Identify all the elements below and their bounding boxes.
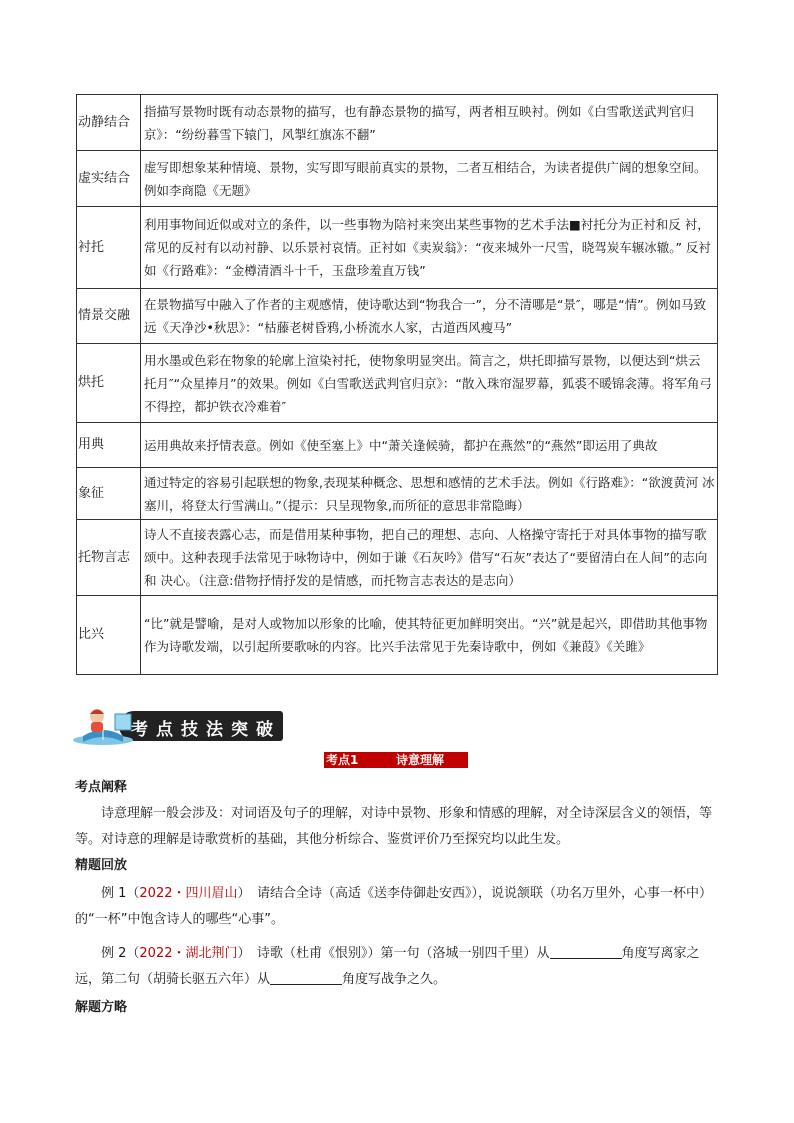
section-label: 考点1 [326,753,359,767]
example-text: 角度写战争之久。 [342,972,447,987]
section-header [324,752,468,768]
example-1 [75,881,725,933]
description-cell: 虚写即想象某种情境、景物，实写即写眼前真实的景物，二者互相结合，为读者提供广阔的想象空间。 例如李商隐《无题》 [141,151,718,207]
answer-blank[interactable] [270,970,342,985]
term-cell: 用典 [77,423,141,468]
term-cell: 衬托 [77,207,141,289]
description-cell: 运用典故来抒情表意。例如《使至塞上》中“萧关逢候骑，都护在燕然”的“燕然”即运用了典故 [141,423,718,468]
description-cell: 利用事物间近似或对立的条件，以一些事物为陪衬来突出某些事物的艺术手法■衬托分为正衬和反 衬，常见的反衬有以动衬静、以乐景衬哀情。正衬如《卖炭翁》：“夜来城外一尺雪，晓驾炭车辗冰辙。” 反衬 如《行路难》：“金樽清酒斗十千，玉盘珍羞直万钱” [141,207,718,289]
table-row [77,289,718,344]
techniques-table [76,94,718,675]
description-cell: 诗人不直接表露心志，而是借用某种事物，把自己的理想、志向、人格操守寄托于对具体事物的描写歌 颂中。这种表现手法常见于咏物诗中，例如于谦《石灰吟》借写“石灰”表达了“要留清白在人间”的志向和 决心。（注意:借物抒情抒发的是情感，而托物言志表达的是志向） [141,520,718,596]
term-cell: 托物言志 [77,520,141,596]
section-banner [73,702,283,746]
example-source: 2022・湖北荆门 [139,946,238,961]
table-row [77,468,718,520]
term-cell: 烘托 [77,344,141,423]
description-cell: 通过特定的容易引起联想的物象,表现某种概念、思想和感情的艺术手法。例如《行路难》：“欲渡黄河 冰塞川，将登太行雪满山。”（提示：只呈现物象,而所征的意思非常隐晦） [141,468,718,520]
table-row [77,423,718,468]
section-name: 诗意理解 [396,753,445,767]
explain-heading: 考点阐释 [75,780,128,795]
example-source: 2022・四川眉山 [139,886,238,901]
answer-blank[interactable] [550,944,622,959]
example-text: 请结合全诗（高适《送李侍御赴安西》），说说颔联（功名万里外，心事一杯中）的“一杯”中饱含诗人的哪些“心事”。 [75,886,713,927]
banner-title: 考点技法突破 [131,720,281,740]
table-row [77,95,718,151]
description-cell: “比”就是譬喻，是对人或物加以形象的比喻，使其特征更加鲜明突出。“兴”就是起兴，即借助其他事物 作为诗歌发端，以引起所要歌咏的内容。比兴手法常见于先秦诗歌中，例如《兼葭》《关雎》 [141,596,718,675]
example-text: 角度写离家之远，第二句（胡骑长驱五六年）从 [75,946,700,987]
method-heading: 解题方略 [75,1000,128,1015]
review-heading: 精题回放 [75,858,128,873]
table-row [77,344,718,423]
example-close: ） [237,946,245,961]
example-label: 例 2（ [101,946,140,961]
term-cell: 比兴 [77,596,141,675]
term-cell: 虚实结合 [77,151,141,207]
table-row [77,520,718,596]
example-text: 诗歌（杜甫《恨别》）第一句（洛城一别四千里）从 [257,946,550,961]
description-cell: 在景物描写中融入了作者的主观感情，使诗歌达到“物我合一”，分不清哪是“景″，哪是“情”。例如马致 远《天净沙•秋思》：“枯藤老树昏鸦,小桥流水人家，古道西风瘦马” [141,289,718,344]
example-label: 例 1（ [101,886,140,901]
description-cell: 用水墨或色彩在物象的轮廓上渲染衬托，使物象明显突出。简言之，烘托即描写景物，以便达到“烘云 托月″“众星捧月”的效果。例如《白雪歌送武判官归京》：“散入珠帘湿罗幕，狐裘不暖锦衾薄。将军角弓 不得控，都护铁衣冷难着″ [141,344,718,423]
term-cell: 情景交融 [77,289,141,344]
explain-paragraph: 诗意理解一般会涉及：对词语及句子的理解，对诗中景物、形象和情感的理解，对全诗深层含义的领悟，等等。对诗意的理解是诗歌赏析的基础，其他分析综合、鉴赏评价乃至探究均以此生发。 [75,806,713,847]
example-2 [75,941,725,993]
term-cell: 动静结合 [77,95,141,151]
term-cell: 象征 [77,468,141,520]
table-row [77,151,718,207]
table-row [77,596,718,675]
example-close: ） [237,886,245,901]
table-row [77,207,718,289]
description-cell: 指描写景物时既有动态景物的描写，也有静态景物的描写，两者相互映衬。例如《白雪歌送武判官归 京》：“纷纷暮雪下辕门，风掣红旗冻不翻” [141,95,718,151]
